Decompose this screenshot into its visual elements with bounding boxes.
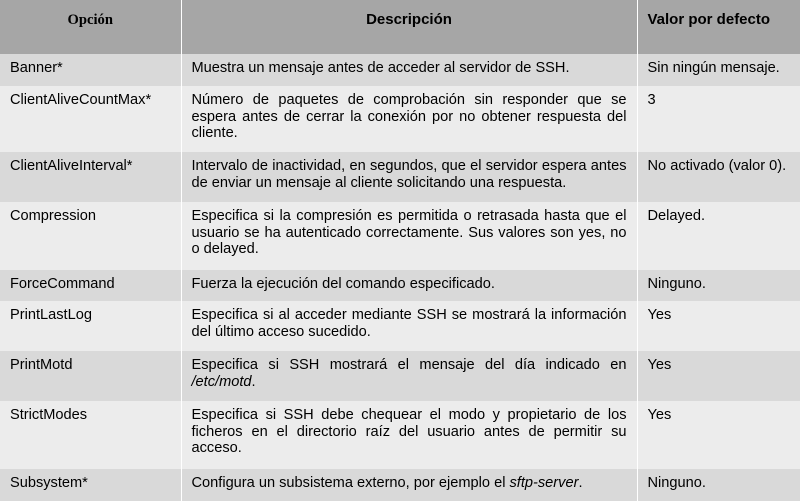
option-cell: ForceCommand xyxy=(0,270,181,301)
description-text: Configura un subsistema externo, por ejemplo el xyxy=(191,475,510,491)
description-cell: Especifica si SSH debe chequear el modo y propietario de los ficheros en el directorio raíz del usuario antes de permitir su acceso. xyxy=(181,401,637,469)
option-cell: Banner* xyxy=(0,54,181,86)
default-cell: Yes xyxy=(637,351,800,401)
option-cell: Compression xyxy=(0,202,181,270)
header-option: Opción xyxy=(0,0,181,54)
default-cell: Delayed. xyxy=(637,202,800,270)
description-cell: Especifica si al acceder mediante SSH se mostrará la información del último acceso sucedido. xyxy=(181,301,637,351)
default-cell: Yes xyxy=(637,401,800,469)
table-header-row xyxy=(0,0,800,54)
motd-path-text: /etc/motd xyxy=(191,373,252,390)
option-cell: StrictModes xyxy=(0,401,181,469)
description-cell: Fuerza la ejecución del comando especificado. xyxy=(181,270,637,301)
default-cell: No activado (valor 0). xyxy=(637,152,800,202)
description-cell: Especifica si la compresión es permitida o retrasada hasta que el usuario se ha autenticado correctamente. Sus valores son yes, no o delayed. xyxy=(181,202,637,270)
table-row xyxy=(0,270,800,301)
option-cell: PrintMotd xyxy=(0,351,181,401)
option-cell: ClientAliveCountMax* xyxy=(0,86,181,152)
table-row xyxy=(0,54,800,86)
default-cell: Ninguno. xyxy=(637,469,800,501)
default-cell: Sin ningún mensaje. xyxy=(637,54,800,86)
description-cell: Muestra un mensaje antes de acceder al servidor de SSH. xyxy=(181,54,637,86)
table-row xyxy=(0,469,800,501)
sftp-server-text: sftp-server xyxy=(509,475,579,491)
description-text: Especifica si SSH mostrará el mensaje del día indicado en xyxy=(191,357,627,373)
option-cell: PrintLastLog xyxy=(0,301,181,351)
description-cell xyxy=(181,351,637,401)
table-row xyxy=(0,351,800,401)
header-default-value: Valor por defecto xyxy=(637,0,800,54)
description-end: . xyxy=(578,475,583,491)
table-row xyxy=(0,202,800,270)
option-cell: Subsystem* xyxy=(0,469,181,501)
default-cell: 3 xyxy=(637,86,800,152)
table-row xyxy=(0,401,800,469)
description-cell xyxy=(181,469,637,501)
table-row xyxy=(0,301,800,351)
option-cell: ClientAliveInterval* xyxy=(0,152,181,202)
description-end: . xyxy=(251,373,256,390)
description-cell: Intervalo de inactividad, en segundos, que el servidor espera antes de enviar un mensaje al cliente solicitando una respuesta. xyxy=(181,152,637,202)
table-row xyxy=(0,152,800,202)
default-cell: Ninguno. xyxy=(637,270,800,301)
description-cell: Número de paquetes de comprobación sin responder que se espera antes de cerrar la conexión por no obtener respuesta del cliente. xyxy=(181,86,637,152)
header-description: Descripción xyxy=(181,0,637,54)
table-row xyxy=(0,86,800,152)
default-cell: Yes xyxy=(637,301,800,351)
